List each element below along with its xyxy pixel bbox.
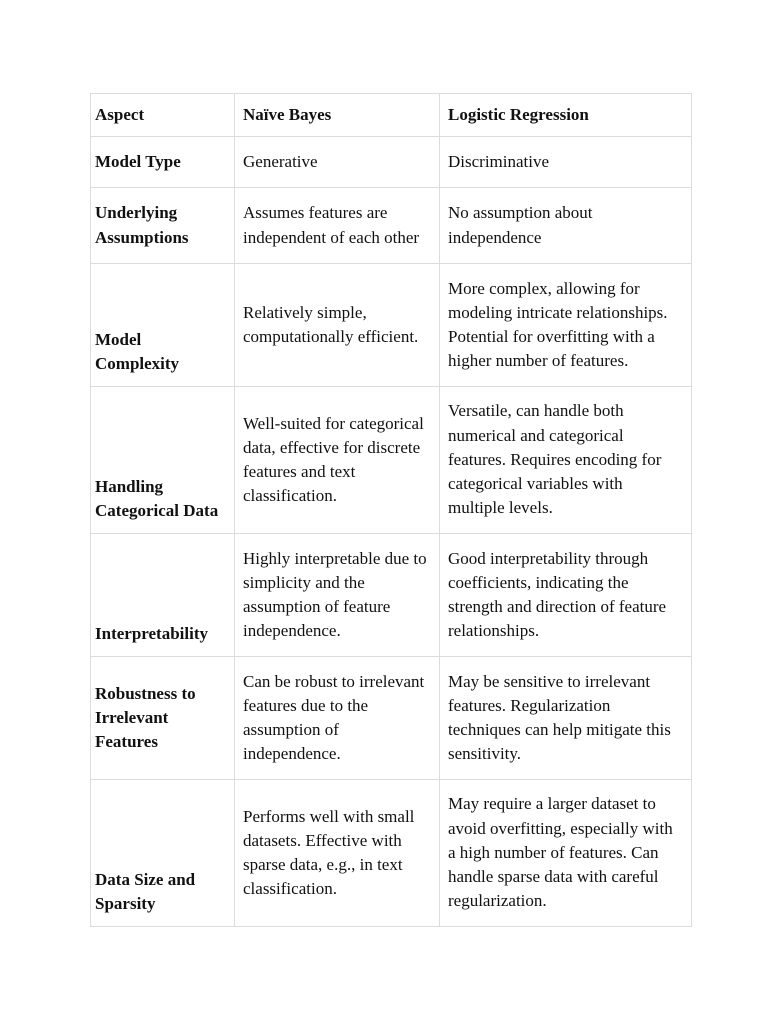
row-aspect-cell: Underlying Assumptions bbox=[91, 188, 235, 264]
logistic-regression-cell: Versatile, can handle both numerical and categorical features. Requires encoding for categorical variables with multiple levels. bbox=[440, 387, 692, 534]
naive-bayes-cell: Generative bbox=[235, 137, 440, 188]
row-aspect-cell: Interpretability bbox=[91, 534, 235, 657]
table-row bbox=[91, 657, 692, 780]
table-row bbox=[91, 387, 692, 534]
table-row bbox=[91, 534, 692, 657]
logistic-regression-cell: May require a larger dataset to avoid overfitting, especially with a high number of features. Can handle sparse data with careful regularization. bbox=[440, 780, 692, 927]
naive-bayes-cell: Highly interpretable due to simplicity and the assumption of feature independence. bbox=[235, 534, 440, 657]
row-aspect-cell: Robustness to Irrelevant Features bbox=[91, 657, 235, 780]
table-header-row bbox=[91, 94, 692, 137]
naive-bayes-cell: Well-suited for categorical data, effective for discrete features and text classification. bbox=[235, 387, 440, 534]
header-cell-logistic-regression: Logistic Regression bbox=[440, 94, 692, 137]
logistic-regression-cell: Discriminative bbox=[440, 137, 692, 188]
table-row bbox=[91, 780, 692, 927]
naive-bayes-cell: Assumes features are independent of each other bbox=[235, 188, 440, 264]
logistic-regression-cell: May be sensitive to irrelevant features. Regularization techniques can help mitigate this sensitivity. bbox=[440, 657, 692, 780]
table-row bbox=[91, 137, 692, 188]
naive-bayes-cell: Relatively simple, computationally efficient. bbox=[235, 264, 440, 387]
comparison-table bbox=[90, 93, 692, 927]
table-row bbox=[91, 264, 692, 387]
logistic-regression-cell: No assumption about independence bbox=[440, 188, 692, 264]
naive-bayes-cell: Performs well with small datasets. Effective with sparse data, e.g., in text classification. bbox=[235, 780, 440, 927]
row-aspect-cell: Model Type bbox=[91, 137, 235, 188]
logistic-regression-cell: More complex, allowing for modeling intricate relationships. Potential for overfitting with a higher number of features. bbox=[440, 264, 692, 387]
row-aspect-cell: Handling Categorical Data bbox=[91, 387, 235, 534]
table-row bbox=[91, 188, 692, 264]
naive-bayes-cell: Can be robust to irrelevant features due to the assumption of independence. bbox=[235, 657, 440, 780]
row-aspect-cell: Model Complexity bbox=[91, 264, 235, 387]
header-cell-naive-bayes: Naïve Bayes bbox=[235, 94, 440, 137]
header-cell-aspect: Aspect bbox=[91, 94, 235, 137]
logistic-regression-cell: Good interpretability through coefficients, indicating the strength and direction of feature relationships. bbox=[440, 534, 692, 657]
row-aspect-cell: Data Size and Sparsity bbox=[91, 780, 235, 927]
